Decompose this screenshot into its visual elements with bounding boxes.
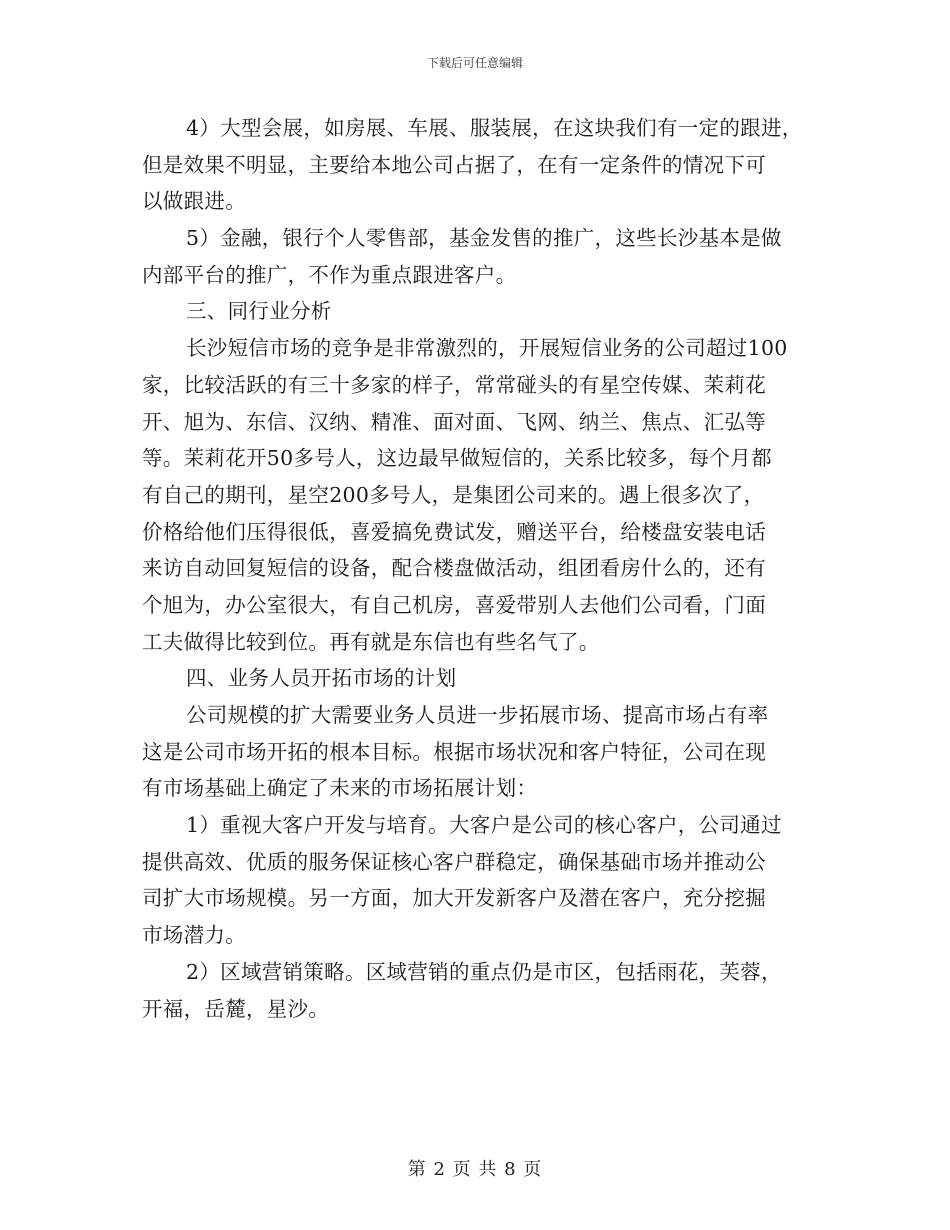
document-body xyxy=(142,110,832,1027)
text-line: 5）金融，银行个人零售部，基金发售的推广，这些长沙基本是做 xyxy=(186,226,782,251)
text-line: 内部平台的推广，不作为重点跟进客户。 xyxy=(142,262,517,287)
text-line: 四、业务人员开拓市场的计划 xyxy=(186,666,457,691)
page-header: 下载后可任意编辑 xyxy=(426,56,523,70)
text-line: 1）重视大客户开发与培育。大客户是公司的核心客户，公司通过 xyxy=(186,813,782,838)
text-line: 等。茉莉花开50多号人，这边最早做短信的，关系比较多，每个月都 xyxy=(142,446,772,471)
text-line: 工夫做得比较到位。再有就是东信也有些名气了。 xyxy=(142,629,600,654)
text-line: 这是公司市场开拓的根本目标。根据市场状况和客户特征，公司在现 xyxy=(142,739,766,764)
text-line: 来访自动回复短信的设备，配合楼盘做活动，组团看房什么的，还有 xyxy=(142,556,766,581)
text-line: 但是效果不明显，主要给本地公司占据了，在有一定条件的情况下可 xyxy=(142,152,766,177)
text-line: 有自己的期刊，星空200多号人，是集团公司来的。遇上很多次了， xyxy=(142,482,765,507)
text-line: 三、同行业分析 xyxy=(186,299,332,324)
text-line: 2）区域营销策略。区域营销的重点仍是市区，包括雨花，芙蓉， xyxy=(186,959,782,984)
text-line: 司扩大市场规模。另一方面，加大开发新客户及潜在客户，充分挖掘 xyxy=(142,886,766,911)
text-line: 开、旭为、东信、汉纳、精准、面对面、飞网、纳兰、焦点、汇弘等 xyxy=(142,409,766,434)
text-line: 公司规模的扩大需要业务人员进一步拓展市场、提高市场占有率 xyxy=(186,703,769,727)
text-line: 以做跟进。 xyxy=(142,189,246,214)
text-line: 家，比较活跃的有三十多家的样子，常常碰头的有星空传媒、茉莉花 xyxy=(142,372,766,397)
text-line: 开福，岳麓，星沙。 xyxy=(142,996,330,1021)
page-number-footer: 第 2 页 共 8 页 xyxy=(407,1159,543,1180)
text-line: 4）大型会展，如房展、车展、服装展，在这块我们有一定的跟进， xyxy=(186,116,803,140)
text-line: 个旭为，办公室很大，有自己机房，喜爱带别人去他们公司看，门面 xyxy=(142,592,766,617)
text-line: 价格给他们压得很低，喜爱搞免费试发，赠送平台，给楼盘安装电话 xyxy=(142,519,766,544)
text-line: 提供高效、优质的服务保证核心客户群稳定，确保基础市场并推动公 xyxy=(142,849,766,874)
text-line: 市场潜力。 xyxy=(142,923,246,948)
text-line: 有市场基础上确定了未来的市场拓展计划： xyxy=(142,776,538,801)
text-line: 长沙短信市场的竞争是非常激烈的，开展短信业务的公司超过100 xyxy=(186,336,788,361)
